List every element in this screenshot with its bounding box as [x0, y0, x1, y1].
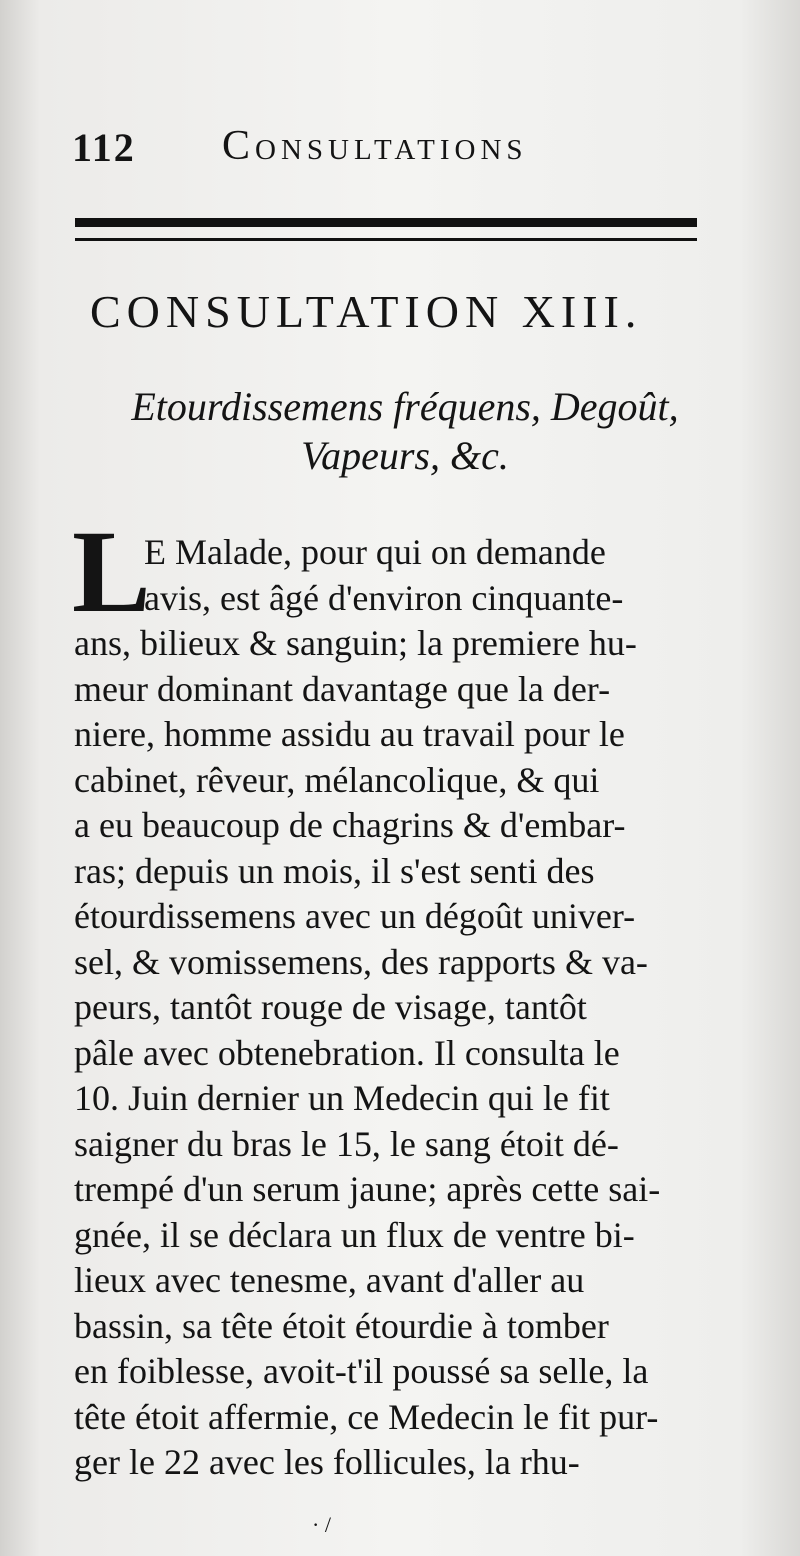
text-line: ger le 22 avec les follicules, la rhu- — [74, 1442, 580, 1482]
text-line: en foiblesse, avoit-t'il poussé sa selle, la — [74, 1351, 649, 1391]
text-line: sel, & vomissemens, des rapports & va- — [74, 941, 648, 982]
ink-speck: · / — [312, 1512, 331, 1537]
text-line: ans, bilieux & sanguin; la premiere hu- — [74, 623, 637, 663]
text-line: étourdissemens avec un dégoût univer- — [74, 896, 636, 936]
text-line: niere, homme assidu au travail pour le — [74, 714, 625, 754]
text-line: a eu beaucoup de chagrins & d'embar- — [74, 805, 626, 845]
text-line: trempé d'un serum jaune; après cette sai- — [74, 1169, 661, 1209]
text-line: lieux avec tenesme, avant d'aller au — [74, 1260, 585, 1300]
page-header — [72, 118, 712, 178]
body-paragraph — [74, 530, 708, 1486]
subtitle-line-1: Etourdissemens fréquens, Degoût, — [131, 384, 679, 429]
page-number: 112 — [72, 125, 136, 170]
text-line: bassin, sa tête étoit étourdie à tomber — [74, 1305, 609, 1346]
consultation-title: CONSULTATION XIII. — [90, 286, 643, 337]
text-line: meur dominant davantage que la der- — [74, 668, 611, 709]
text-line: E Malade, pour qui on demande — [144, 532, 606, 572]
text-line: cabinet, rêveur, mélancolique, & qui — [74, 759, 600, 800]
subtitle-line-2: Vapeurs, &c. — [301, 433, 509, 478]
text-line: gnée, il se déclara un flux de ventre bi- — [74, 1214, 635, 1255]
text-line: ras; depuis un mois, il s'est senti des — [74, 850, 595, 891]
text-line: 10. Juin dernier un Medecin qui le fit — [74, 1078, 610, 1118]
text-line: avis, est âgé d'environ cinquante- — [144, 577, 624, 618]
text-line: saigner du bras le 15, le sang étoit dé- — [74, 1123, 619, 1164]
text-line: tête étoit affermie, ce Medecin le fit pur- — [74, 1396, 659, 1437]
drop-cap: L — [72, 506, 151, 637]
header-rule-thick — [75, 218, 697, 227]
text-line: peurs, tantôt rouge de visage, tantôt — [74, 987, 587, 1027]
text-line: pâle avec obtenebration. Il consulta le — [74, 1032, 620, 1073]
running-title: Consultations — [222, 123, 528, 169]
header-rule-thin — [75, 238, 697, 241]
